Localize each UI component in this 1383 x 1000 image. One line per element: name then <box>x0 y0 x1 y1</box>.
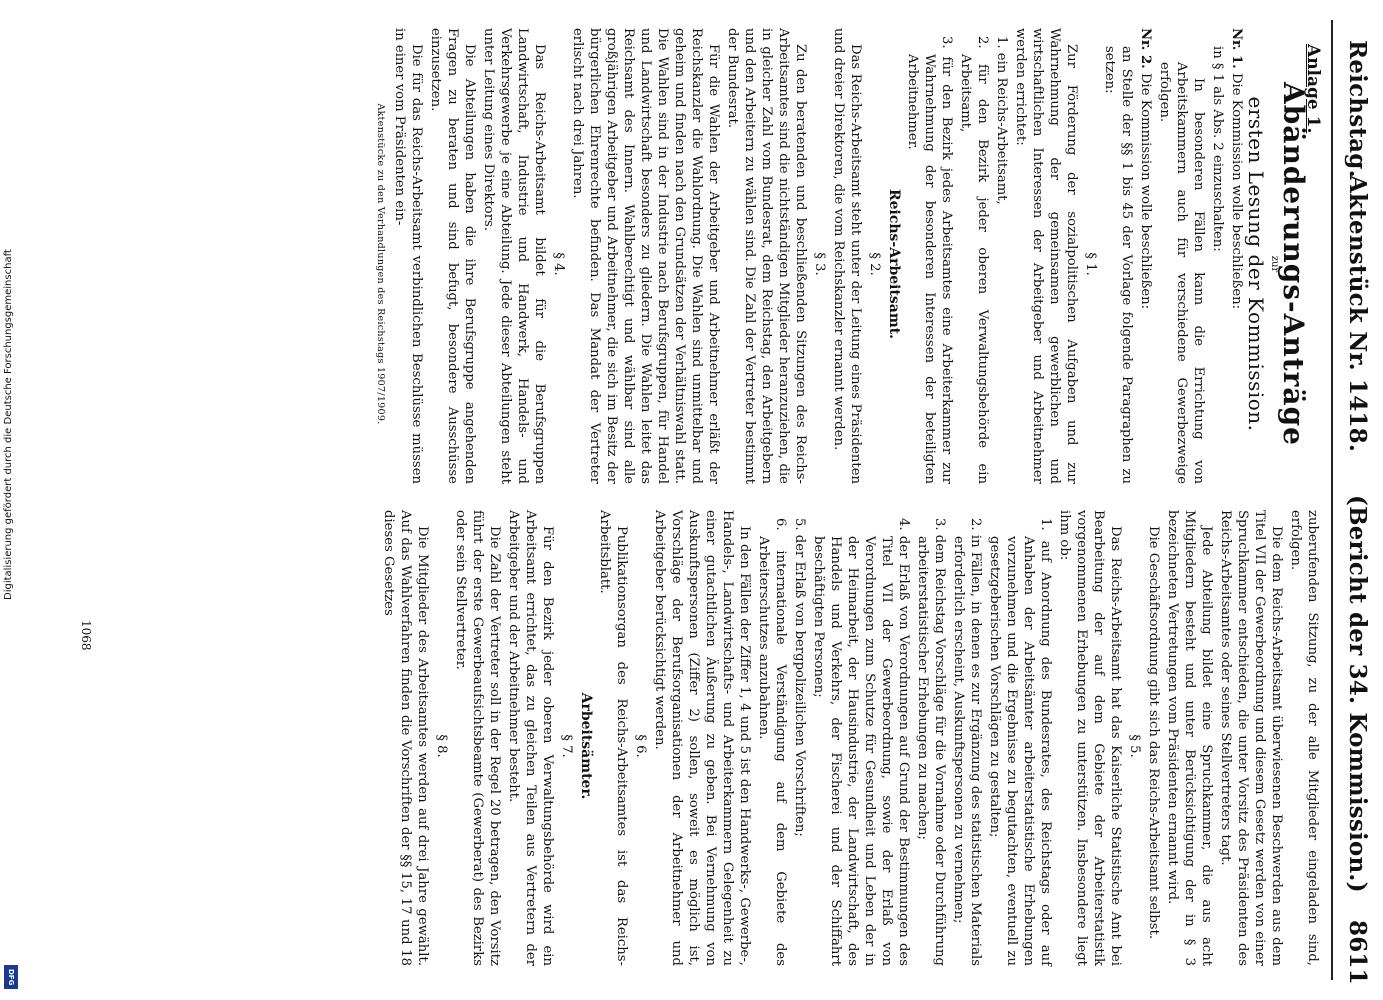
motion-2-line: an Stelle der §§ 1 bis 45 der Vorlage folgende Paragraphen zu setzen: <box>1102 46 1134 484</box>
paragraph-5-item: 2. in Fällen, in denen es zur Ergänzung des statistischen Materials erforderlich erscheint, Auskunftspersonen zu vernehmen; <box>951 518 983 966</box>
paragraph-5-item: 1. auf Anordnung des Bundesrates, des Reichstags oder auf Anhaben der Arbeitsämter arbeiterstatistische Erhebungen vorzunehmen und die Ergebnisse zu begutachten, eventuell zu gesetzgeberischen Vorschlägen zu gestalten; <box>987 518 1053 966</box>
paragraph-1-item: 1. ein Reichs-Arbeitsamt, <box>994 36 1009 205</box>
paragraph-8-text: Die Mitglieder des Arbeitsamtes werden auf drei Jahre gewählt. Auf das Wahlverfahren finden die Vorschriften der §§ 15, 17 und 18 dieses Gesetzes <box>381 510 430 966</box>
continuation-text: Die dem Reichs-Arbeitsamt überwiesenen Beschwerden aus dem Titel VII der Gewerbeordnung und diesem Gesetz werden von einer Spruchkammer entschieden, die unter Vorsitz des Präsidenten des Reichs-Arbeitsamtes oder seines Stellvertreters tagt. <box>1218 510 1284 966</box>
continuation-text: zuberufenden Sitzung, zu der alle Mitglieder eingeladen sind, erfolgen. <box>1288 510 1320 966</box>
document-title: Abänderungs-Anträge <box>1277 82 1310 446</box>
section-heading-reichs-arbeitsamt: Reichs-Arbeitsamt. <box>886 188 902 340</box>
digitization-margin <box>0 0 26 1000</box>
paragraph-4-text: Das Reichs-Arbeitsamt bildet für die Berufsgruppen Landwirtschaft, Industrie und Handwerk, Handels- und Verkehrsgewerbe je eine Abteilung. Jede dieser Abteilungen steht unter Leitung eines Direktors. <box>481 28 547 484</box>
motion-1-text: Die Kommission wolle beschließen: <box>1229 72 1244 310</box>
motion-2-label: Nr. 2. <box>1138 28 1153 69</box>
continuation-text: Die Geschäftsordnung gibt sich das Reichs-Arbeitsamt selbst. <box>1146 526 1161 940</box>
paragraph-1-item: 3. für den Bezirk jedes Arbeitsamtes eine Arbeiterkammer zur Wahrnehmung der besonderen Interessen der beteiligten Arbeitnehmer. <box>905 36 954 484</box>
paragraph-8-heading: § 8. <box>434 734 449 758</box>
section-heading-arbeitsaemter: Arbeitsämter. <box>578 692 594 800</box>
header-page-number: 8611 <box>1344 920 1371 985</box>
paragraph-3-text-2: Für die Wahlen der Arbeitgeber und Arbeitnehmer erläßt der Reichskanzler die Wahlordnung. Die Wahlen sind unmittelbar und geheim und finden nach den Grundsätzen der Verhältniswahl statt. Die Wahlen sind in der Industrie nach Berufsgruppen, für Handel und Landwirtschaft besonders zu gliedern. Die Wahlen leitet das Reichsamt des Innern. Wahlberechtigt und wählbar sind alle großjährigen Arbeitgeber und Arbeitnehmer, die sich im Besitz der bürgerlichen Ehrenrechte befinden. Das Mandat der Vertreter erlischt nach drei Jahren. <box>570 28 721 484</box>
header-left: Reichstag. <box>1344 40 1371 178</box>
paragraph-5-item: 6. internationale Verständigung auf dem Gebiete des Arbeiterschutzes anzubahnen. <box>756 518 788 966</box>
paragraph-4-text-3: Die für das Reichs-Arbeitsamt verbindlichen Beschlüsse müssen in einer vom Präsidenten ein- <box>392 28 424 484</box>
paragraph-7-text: Für den Bezirk jeder oberen Verwaltungsbehörde wird ein Arbeitsamt errichtet, das zu gleichen Teilen aus Vertretern der Arbeitgeber und der Arbeitnehmer besteht. <box>506 510 555 966</box>
paragraph-5-text: Das Reichs-Arbeitsamt hat das Kaiserliche Statistische Amt bei Bearbeitung der auf dem Gebiete der Arbeiterstatistik vorgenommenen Erhebungen zu unterstützen. Insbesondere liegt ihm ob: <box>1057 510 1123 966</box>
paragraph-5-item: 5. der Erlaß von bergpolizeilichen Vorschriften; <box>792 518 807 837</box>
paragraph-1-text: Zur Förderung der sozialpolitischen Aufgaben und zur Wahrnehmung der gemeinsamen gewerblichen und wirtschaftlichen Interessen der Arbeitgeber und Arbeitnehmer werden errichtet: <box>1013 28 1079 484</box>
paragraph-2-heading: § 2. <box>867 252 882 276</box>
paragraph-7-text-2: Die Zahl der Vertreter soll in der Regel 20 betragen, den Vorsitz führt der erste Gewerbeaufsichtsbeamte (Gewerberat) des Bezirks oder sein Stellvertreter. <box>453 510 502 966</box>
paragraph-5-text-2: In den Fällen der Ziffer 1, 4 und 5 ist den Handwerks-, Gewerbe-, Handels-, Landwirtschafts- und Arbeiterkammern Gelegenheit zu einer gutachtlichen Äußerung zu geben. Bei Vernehmung von Auskunftspersonen (Ziffer 2) sollen, soweit es möglich ist, Vorschläge der Berufsorganisationen der Arbeitnehmer und Arbeitgeber berücksichtigt werden. <box>652 510 752 966</box>
motion-1 <box>1228 28 1245 484</box>
paragraph-4-heading: § 4. <box>551 252 566 276</box>
header-rule <box>1331 20 1333 980</box>
motion-1-quote: In besonderen Fällen kann die Errichtung von Arbeitskammern auch für verschiedene Gewerbezweige erfolgen. <box>1157 62 1206 484</box>
paragraph-6-text: Publikationsorgan des Reichs-Arbeitsamtes ist das Reichs-Arbeitsblatt. <box>597 510 629 966</box>
motion-2 <box>1137 28 1154 484</box>
page-footer: Aktenstücke zu den Verhandlungen des Reichstags 1907/1909. <box>375 103 386 425</box>
right-column <box>378 510 1321 966</box>
paragraph-5-item: 4. der Erlaß von Verordnungen auf Grund der Bestimmungen des Titel VII der Gewerbeordnung, sowie der Erlaß von Verordnungen zum Schutze für Gesundheit und Leben der in der Heimarbeit, der Hausindustrie, der Landwirtschaft, des Handels und Verkehrs, der Fischerei und der Schiffahrt beschäftigten Personen; <box>811 518 911 966</box>
paragraph-3-heading: § 3. <box>812 252 827 276</box>
title-zur: zur <box>1269 255 1280 273</box>
bottom-page-number: 1068 <box>79 620 93 651</box>
header-right: (Bericht der 34. Kommission.) <box>1344 495 1371 893</box>
digitization-note: Digitalisierung gefördert durch die Deutsche Forschungsgemeinschaft <box>3 249 14 600</box>
paragraph-1-item: 2. für den Bezirk jeder oberen Verwaltungsbehörde ein Arbeitsamt, <box>958 36 990 484</box>
motion-2-text: Die Kommission wolle beschließen: <box>1138 72 1153 310</box>
paragraph-6-heading: § 6. <box>633 734 648 758</box>
motion-1-label: Nr. 1. <box>1229 28 1244 69</box>
motion-1-line: in § 1 als Abs. 2 einzuschalten: <box>1210 46 1225 252</box>
paragraph-3-text: Zu den beratenden und beschließenden Sitzungen des Reichs-Arbeitsamtes sind die nichtständigen Mitglieder heranzuziehen, die in gleicher Zahl vom Bundesrat, dem Reichstag, den Arbeitgebern und den Arbeitern zu wählen sind. Die Zahl der Vertreter bestimmt der Bundesrat. <box>725 28 808 484</box>
paragraph-1-heading: § 1. <box>1083 252 1098 276</box>
left-column <box>370 28 1321 484</box>
paragraph-5-item: 3. dem Reichstag Vorschläge für die Vornahme oder Durchführung arbeiterstatistischer Erhebungen zu machen; <box>915 518 947 966</box>
anlage-heading: Anlage 1. <box>1303 44 1323 134</box>
document-subtitle: ersten Lesung der Kommission. <box>1244 96 1268 432</box>
paragraph-2-text: Das Reichs-Arbeitsamt steht unter der Leitung eines Präsidenten und dreier Direktoren, die vom Reichskanzler ernannt werden. <box>831 28 863 484</box>
paragraph-7-heading: § 7. <box>559 734 574 758</box>
dfg-logo: DFG <box>4 965 18 989</box>
paragraph-5-heading: § 5. <box>1127 734 1142 758</box>
header-middle: Aktenstück Nr. 1418. <box>1344 175 1371 453</box>
paragraph-4-text-2: Die Abteilungen haben die ihre Berufsgruppe angehenden Fragen zu beraten und sind befugt, besondere Ausschüsse einzusetzen. <box>428 28 477 484</box>
continuation-text: Jede Abteilung bildet eine Spruchkammer, die aus acht Mitgliedern besteht und unter Berücksichtigung der in § 3 bezeichneten Vertretungen vom Präsidenten ernannt wird. <box>1165 510 1214 966</box>
